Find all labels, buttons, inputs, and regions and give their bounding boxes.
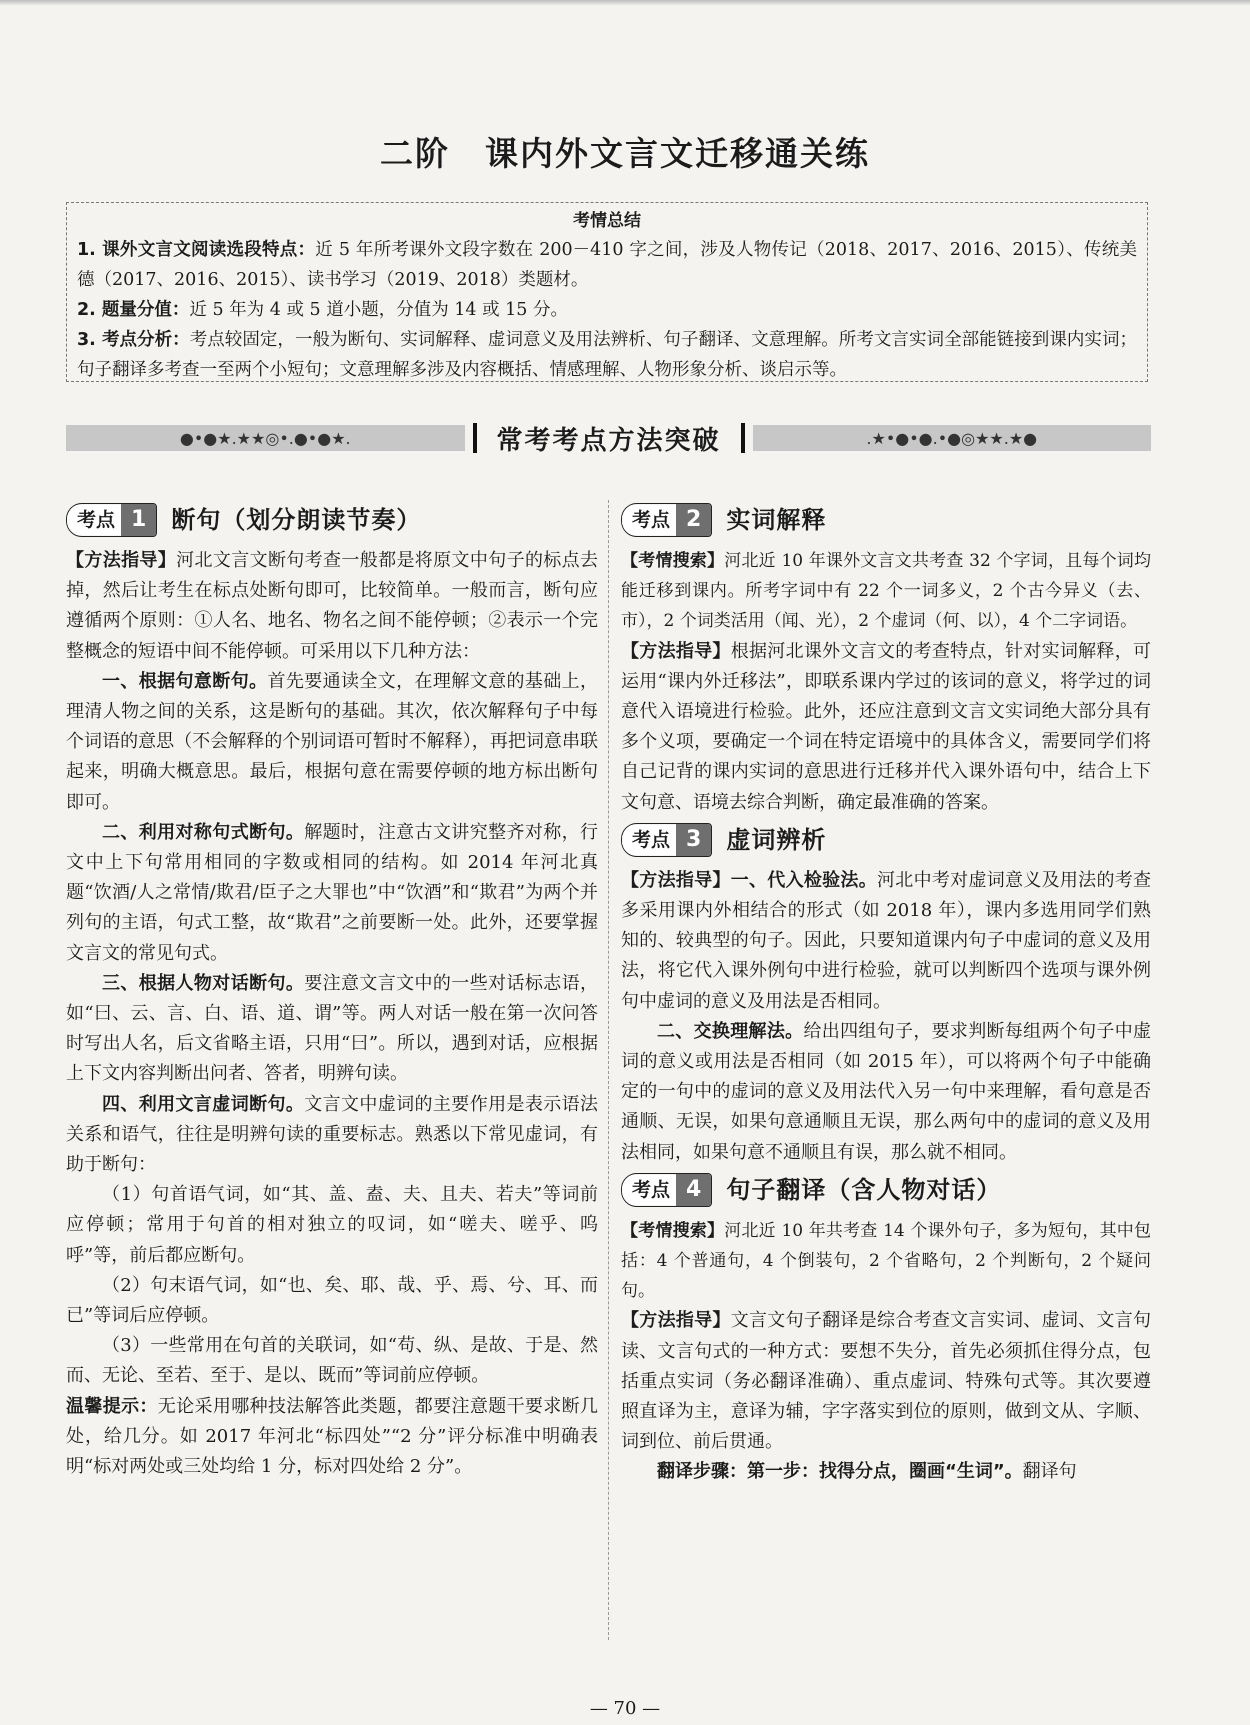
banner-bar-right [741, 423, 745, 453]
kaodian-3-header [621, 818, 1151, 862]
summary-item-3: 3. 考点分析：考点较固定，一般为断句、实词解释、虚词意义及用法辨析、句子翻译、文意理解。所考文言实词全部能链接到课内实词；句子翻译多考查一至两个小短句；文意理解多涉及内容概括、情感理解、人物形象分析、谈启示等。 [77, 330, 1137, 380]
k2-exam-search: 【考情搜索】河北近 10 年课外文言文共考查 32 个字词，且每个词均能迁移到课内。所考字词中有 22 个一词多义，2 个古今异义（去、市），2 个词类活用（闻、光），2 个虚词（何、以），4 个二字词语。 [621, 551, 1151, 632]
kaodian-3-title: 虚词辨析 [726, 825, 827, 854]
kaodian-2-title: 实词解释 [726, 505, 827, 534]
k4-method-guide: 【方法指导】文言文句子翻译是综合考查文言实词、虚词、文言句读、文言句式的一种方式：要想不失分，首先必须抓住得分点，包括重点实词（务必翻译准确）、重点虚词、特殊句式等。其次要遵照直译为主，意译为辅，字字落实到位的原则，做到文从、字顺、词到位、前后贯通。 [621, 1310, 1152, 1453]
method-guide-paragraph: 【方法指导】河北文言文断句考查一般都是将原文中句子的标点去掉，然后让考生在标点处断句即可，比较简单。一般而言，断句应遵循两个原则：①人名、地名、物名之间不能停顿；②表示一个完整概念的短语中间不能停顿。可采用以下几种方法： [66, 550, 599, 662]
sub-point-1: （1）句首语气词，如“其、盖、盍、夫、且夫、若夫”等词前应停顿；常用于句首的相对独立的叹词，如“嗟夫、嗟乎、呜呼”等，前后都应断句。 [66, 1184, 598, 1266]
kaodian-badge: 考点 3 [621, 823, 712, 857]
summary-heading: 考情总结 [573, 211, 641, 231]
k3-method-2: 二、交换理解法。给出四组句子，要求判断每组两个句子中虚词的意义或用法是否相同（如 2015 年），可以将两个句子中能确定的一句中的虚词的意义及用法代入另一句中来理解，看句意是否通顺、无误，如果句意通顺且无误，那么两句中的虚词的意义及用法相同，如果句意不通顺且有误，那么就不相同。 [621, 1020, 1152, 1163]
sub-point-2: （2）句末语气词，如“也、矣、耶、哉、乎、焉、兮、耳、而已”等词后应停顿。 [66, 1274, 598, 1327]
summary-item-1: 1. 课外文言文阅读选段特点：近 5 年所考课外文段字数在 200－410 字之间，涉及人物传记（2018、2017、2016、2015）、传统美德（2017、2016、2015）、读书学习（2019、2018）类题材。 [77, 240, 1137, 290]
k3-method-1: 【方法指导】一、代入检验法。河北中考对虚词意义及用法的考查多采用课内外相结合的形式（如 2018 年），课内多选用同学们熟知的、较典型的句子。因此，只要知道课内句子中虚词的意义及用法，将它代入课外例句中进行检验，就可以判断四个选项与课外例句中虚词的意义及用法是否相同。 [621, 869, 1152, 1012]
page-title: 二阶 课内外文言文迁移通关练 [380, 134, 870, 173]
left-column [66, 498, 598, 1482]
page-number: — 70 — [589, 1698, 661, 1719]
kaodian-1-header [66, 498, 598, 542]
exam-summary-box [66, 202, 1148, 382]
method-3: 三、根据人物对话断句。要注意文言文中的一些对话标志语，如“曰、云、言、白、语、道、谓”等。两人对话一般在第一次问答时写出人名，后文省略主语，只用“曰”。所以，遇到对话，应根据上下文内容判断出问者、答者，明辨句读。 [66, 972, 599, 1085]
k2-method-guide: 【方法指导】根据河北课外文言文的考查特点，针对实词解释，可运用“课内外迁移法”，即联系课内学过的该词的意义，将学过的词意代入语境进行检验。此外，还应注意到文言文实词绝大部分具有多个义项，要确定一个词在特定语境中的具体含义，需要同学们将自己记背的课内实词的意思进行迁移并代入课外语句中，结合上下文句意、语境去综合判断，确定最准确的答案。 [621, 640, 1152, 813]
k4-exam-search: 【考情搜索】河北近 10 年共考查 14 个课外句子，多为短句，其中包括：4 个普通句，4 个倒装句，2 个省略句，2 个判断句，2 个疑问句。 [621, 1220, 1151, 1302]
banner-title: 常考考点方法突破 [496, 425, 721, 456]
banner-bar-left [473, 423, 477, 453]
summary-item-2: 2. 题量分值：近 5 年为 4 或 5 道小题，分值为 14 或 15 分。 [77, 300, 568, 320]
kaodian-1-title: 断句（划分朗读节奏） [171, 505, 422, 534]
kaodian-4-title: 句子翻译（含人物对话） [726, 1175, 1002, 1204]
banner-decoration-right: .★•●•●.•●◎★★.★● [753, 425, 1152, 451]
kaodian-4-header [621, 1168, 1151, 1212]
method-1: 一、根据句意断句。首先要通读全文，在理解文意的基础上，理清人物之间的关系，这是断句的基础。其次，依次解释句子中每个词语的意思（不会解释的个别词语可暂时不解释），再把词意串联起来，明确大概意思。最后，根据句意在需要停顿的地方标出断句即可。 [66, 670, 599, 813]
kaodian-badge: 考点 1 [66, 503, 157, 537]
sub-point-3: （3）一些常用在句首的关联词，如“苟、纵、是故、于是、然而、无论、至若、至于、是以、既而”等词前应停顿。 [66, 1335, 598, 1387]
section-banner [66, 420, 1151, 456]
kaodian-badge: 考点 4 [621, 1173, 712, 1207]
page-top-edge [0, 0, 1250, 6]
right-column [621, 498, 1151, 1488]
k4-translation-steps: 翻译步骤：第一步：找得分点，圈画“生词”。翻译句 [657, 1461, 1077, 1483]
method-4: 四、利用文言虚词断句。文言文中虚词的主要作用是表示语法关系和语气，往往是明辨句读的重要标志。熟悉以下常见虚词，有助于断句： [66, 1093, 599, 1176]
warm-tip: 温馨提示：无论采用哪种技法解答此类题，都要注意题干要求断几处，给几分。如 2017 年河北“标四处”“2 分”评分标准中明确表明“标对两处或三处均给 1 分，标对四处给 2 分”。 [66, 1395, 599, 1478]
banner-decoration-left: ●•●★.★★◎•.●•●★. [66, 425, 465, 451]
kaodian-badge: 考点 2 [621, 503, 712, 537]
column-divider [608, 500, 609, 1640]
kaodian-2-header [621, 498, 1151, 542]
method-2: 二、利用对称句式断句。解题时，注意古文讲究整齐对称，行文中上下句常用相同的字数或相同的结构。如 2014 年河北真题“饮酒/人之常情/欺君/臣子之大罪也”中“饮酒”和“欺君”为两个并列句的主语，句式工整，故“欺君”之前要断一处。此外，还要掌握文言文的常见句式。 [66, 821, 599, 964]
